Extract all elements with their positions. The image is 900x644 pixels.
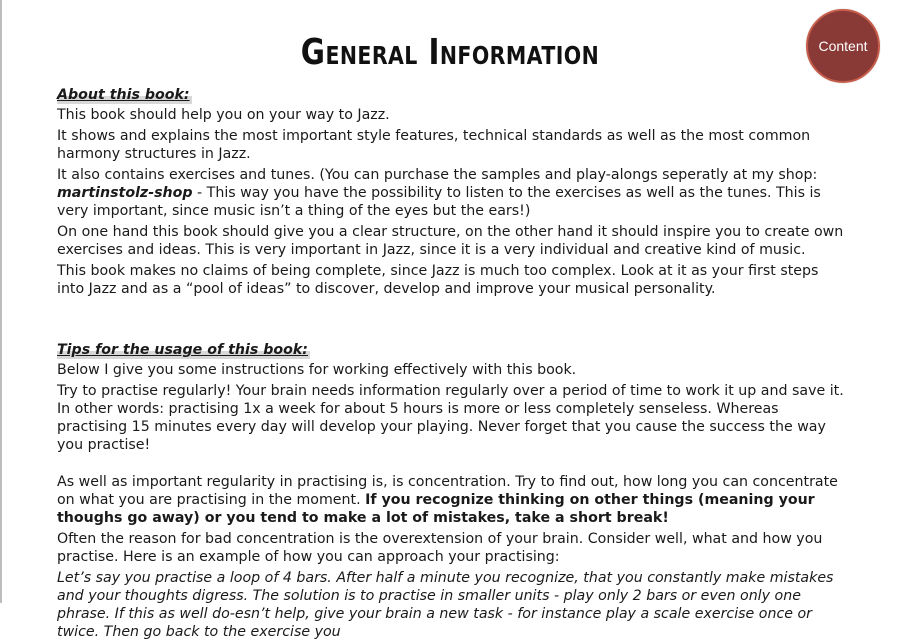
shop-name: martinstolz-shop <box>57 185 193 201</box>
about-paragraph-5: This book makes no claims of being complete, since Jazz is much too complex. Look at it as your first steps into Jazz and as a “pool of ideas” to discover, develop and improve your musical personality. <box>57 263 819 297</box>
tips-paragraph-5: Let’s say you practise a loop of 4 bars. After half a minute you recognize, that you constantly make mistakes and your thoughts digress. The solution is to practise in smaller units - play only 2 bars or even only one phrase. If this as well do-esn’t help, give your brain a new task - for instance play a scale exercise once or twice. Then go back to the exercise you <box>57 570 834 640</box>
page-title: General Information <box>300 32 600 73</box>
tips-paragraph-2: Try to practise regularly! Your brain needs information regularly over a period of time to work it up and save it. In other words: practising 1x a week for about 5 hours is more or less completely senseless. Whereas practising 15 minutes every day will develop your playing. Never forget that you cause the success the way you practise! <box>57 383 844 453</box>
tips-paragraph-1: Below I give you some instructions for working effectively with this book. <box>57 362 577 378</box>
about-paragraph-3 <box>57 166 847 220</box>
about-paragraph-3-start: It also contains exercises and tunes. (You can purchase the samples and play-alongs seperatly at my shop: <box>57 167 818 183</box>
tips-paragraph-3-start: As well as important regularity in practising is, is concentration. Try to find out, how long you can concentrate on what you are practising in the moment. <box>57 474 838 508</box>
about-heading: About this book: <box>57 87 190 103</box>
about-paragraph-4: On one hand this book should give you a clear structure, on the other hand it should inspire you to create own exercises and ideas. This is very important in Jazz, since it is a very individual and creative kind of music. <box>57 224 844 258</box>
content-button[interactable]: Content <box>806 9 880 83</box>
about-paragraph-3-end: - This way you have the possibility to listen to the exercises as well as the tunes. This is very important, since music isn’t a thing of the eyes but the ears!) <box>57 185 821 219</box>
page-edge <box>0 0 2 603</box>
tips-paragraph-3 <box>57 473 847 527</box>
about-paragraph-1: This book should help you on your way to Jazz. <box>57 107 390 123</box>
document-body <box>57 86 847 644</box>
tips-paragraph-3-emphasis: If you recognize thinking on other things (meaning your thoughs go away) or you tend to make a lot of mistakes, take a short break! <box>57 492 815 526</box>
tips-paragraph-4: Often the reason for bad concentration is the overextension of your brain. Consider well, what and how you practise. Here is an example of how you can approach your practising: <box>57 531 823 565</box>
about-paragraph-2: It shows and explains the most important style features, technical standards as well as the most common harmony structures in Jazz. <box>57 128 811 162</box>
tips-heading: Tips for the usage of this book: <box>57 342 308 358</box>
